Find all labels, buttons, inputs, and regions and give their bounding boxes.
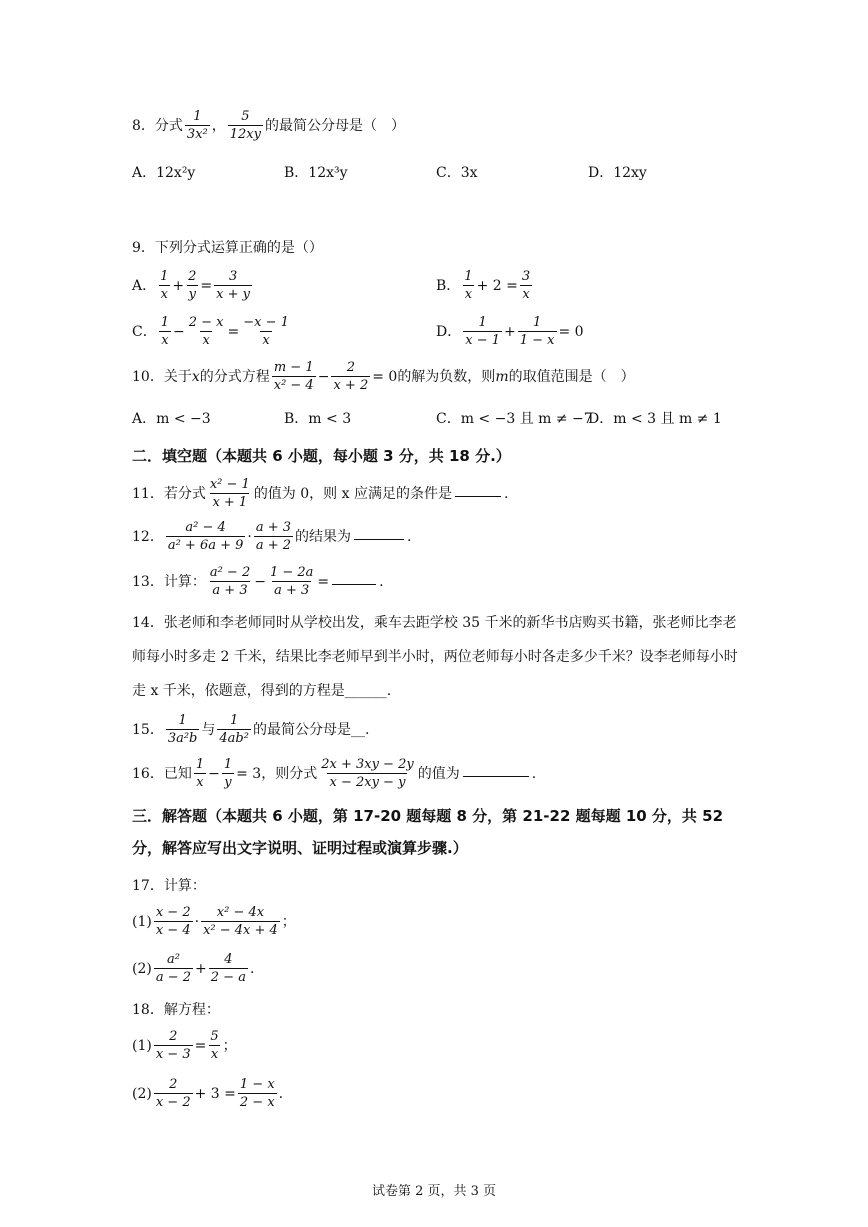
q18-part2: (2) $\frac{2}{x - 2}$ + 3 = $\frac{1 - x}{2 - x}$ . <box>132 1077 284 1110</box>
q17-part2: (2) $\frac{\text{a²}}{a - 2}$ + $\frac{4}{2 - a}$ . <box>132 952 255 985</box>
q9-option-c: C． $\frac{1}{x}$ − $\frac{2 - x}{x}$ = $\frac{-x - 1}{x}$ <box>132 315 289 348</box>
q9-option-b: B． $\frac{1}{x}$ + 2 = $\frac{3}{x}$ <box>436 269 531 302</box>
q14-paragraph: 14．张老师和李老师同时从学校出发，乘车去距学校 35 千米的新华书店购买书籍，张老师比李老师每小时多走 2 千米，结果比李老师早到半小时，两位老师每小时各走多少千米？设李老师每小时走 x 千米，依题意，得到的方程是______. <box>132 615 738 699</box>
q13-line: 13．计算： $\frac{\text{a² − 2}}{a + 3}$ − $\frac{1 - 2a}{a + 3}$ = . <box>132 565 384 598</box>
q8-option-a: A．12x²y <box>132 165 196 181</box>
page-footer: 试卷第 2 页，共 3 页 <box>371 1184 497 1199</box>
section-fill-in-title: 二．填空题（本题共 6 小题，每小题 3 分，共 18 分.） <box>132 447 511 465</box>
q10-option-c: C．m < −3 且 m ≠ −7 <box>436 411 593 427</box>
q16-line: 16．已知 $\frac{1}{x}$ − $\frac{1}{y}$ = 3 ，则分式 $\frac{2x + 3xy - 2y}{x - 2xy - y}$ 的值为 . <box>132 757 537 790</box>
q18-part1: (1) $\frac{2}{x - 3}$ = $\frac{5}{x}$ ； <box>132 1029 237 1062</box>
q9-option-d: D． $\frac{1}{x - 1}$ + $\frac{1}{1 - x}$ = 0 <box>436 315 584 348</box>
q9-title: 9．下列分式运算正确的是（） <box>132 240 323 256</box>
q9-option-a: A． $\frac{1}{x}$ + $\frac{2}{y}$ = $\frac{3}{x + y}$ <box>132 269 250 302</box>
q8-option-b: B．12x³y <box>284 165 348 181</box>
section-solve-title: 三．解答题（本题共 6 小题，第 17-20 题每题 8 分，第 21-22 题每题 10 分，共 52 分，解答应写出文字说明、证明过程或演算步骤.） <box>132 807 724 857</box>
q8-frac2: $\frac{5}{12xy}$ <box>229 109 261 142</box>
q15-line: 15． $\frac{1}{\text{3a²b}}$ 与 $\frac{1}{\text{4ab²}}$ 的最简公分母是__. <box>132 713 370 746</box>
q12-line: 12． $\frac{\text{a² − 4}}{\text{a² + 6a + 9}}$ · $\frac{a + 3}{a + 2}$ 的结果为 . <box>132 520 412 553</box>
q8-frac1: $\frac{1}{\text{3x²}}$ <box>186 109 208 142</box>
q10-option-d: D．m < 3 且 m ≠ 1 <box>588 411 722 427</box>
q17-part1: (1) $\frac{x - 2}{x - 4}$ · $\frac{\text{x² − 4x}}{\text{x² − 4x + 4}}$ ； <box>132 905 296 938</box>
q8-option-d: D．12xy <box>588 165 647 181</box>
q17-title: 17．计算： <box>132 878 206 894</box>
q10-option-b: B．m < 3 <box>284 411 352 427</box>
q8-line: 8． 分式 $\frac{1}{\text{3x²}}$ ， $\frac{5}{12xy}$ 的最简公分母是（ ） <box>132 109 405 142</box>
q8-option-c: C．3x <box>436 165 478 181</box>
q10-line: 10．关于 x 的分式方程 $\frac{m - 1}{\text{x² − 4}}$ − $\frac{2}{x + 2}$ = 0 的解为负数，则 m 的取值范围是（ ） <box>132 360 635 393</box>
q18-title: 18．解方程： <box>132 1002 220 1018</box>
q11-line: 11．若分式 $\frac{\text{x² − 1}}{x + 1}$ 的值为 0，则 x 应满足的条件是 . <box>132 477 509 510</box>
q10-option-a: A．m < −3 <box>132 411 211 427</box>
